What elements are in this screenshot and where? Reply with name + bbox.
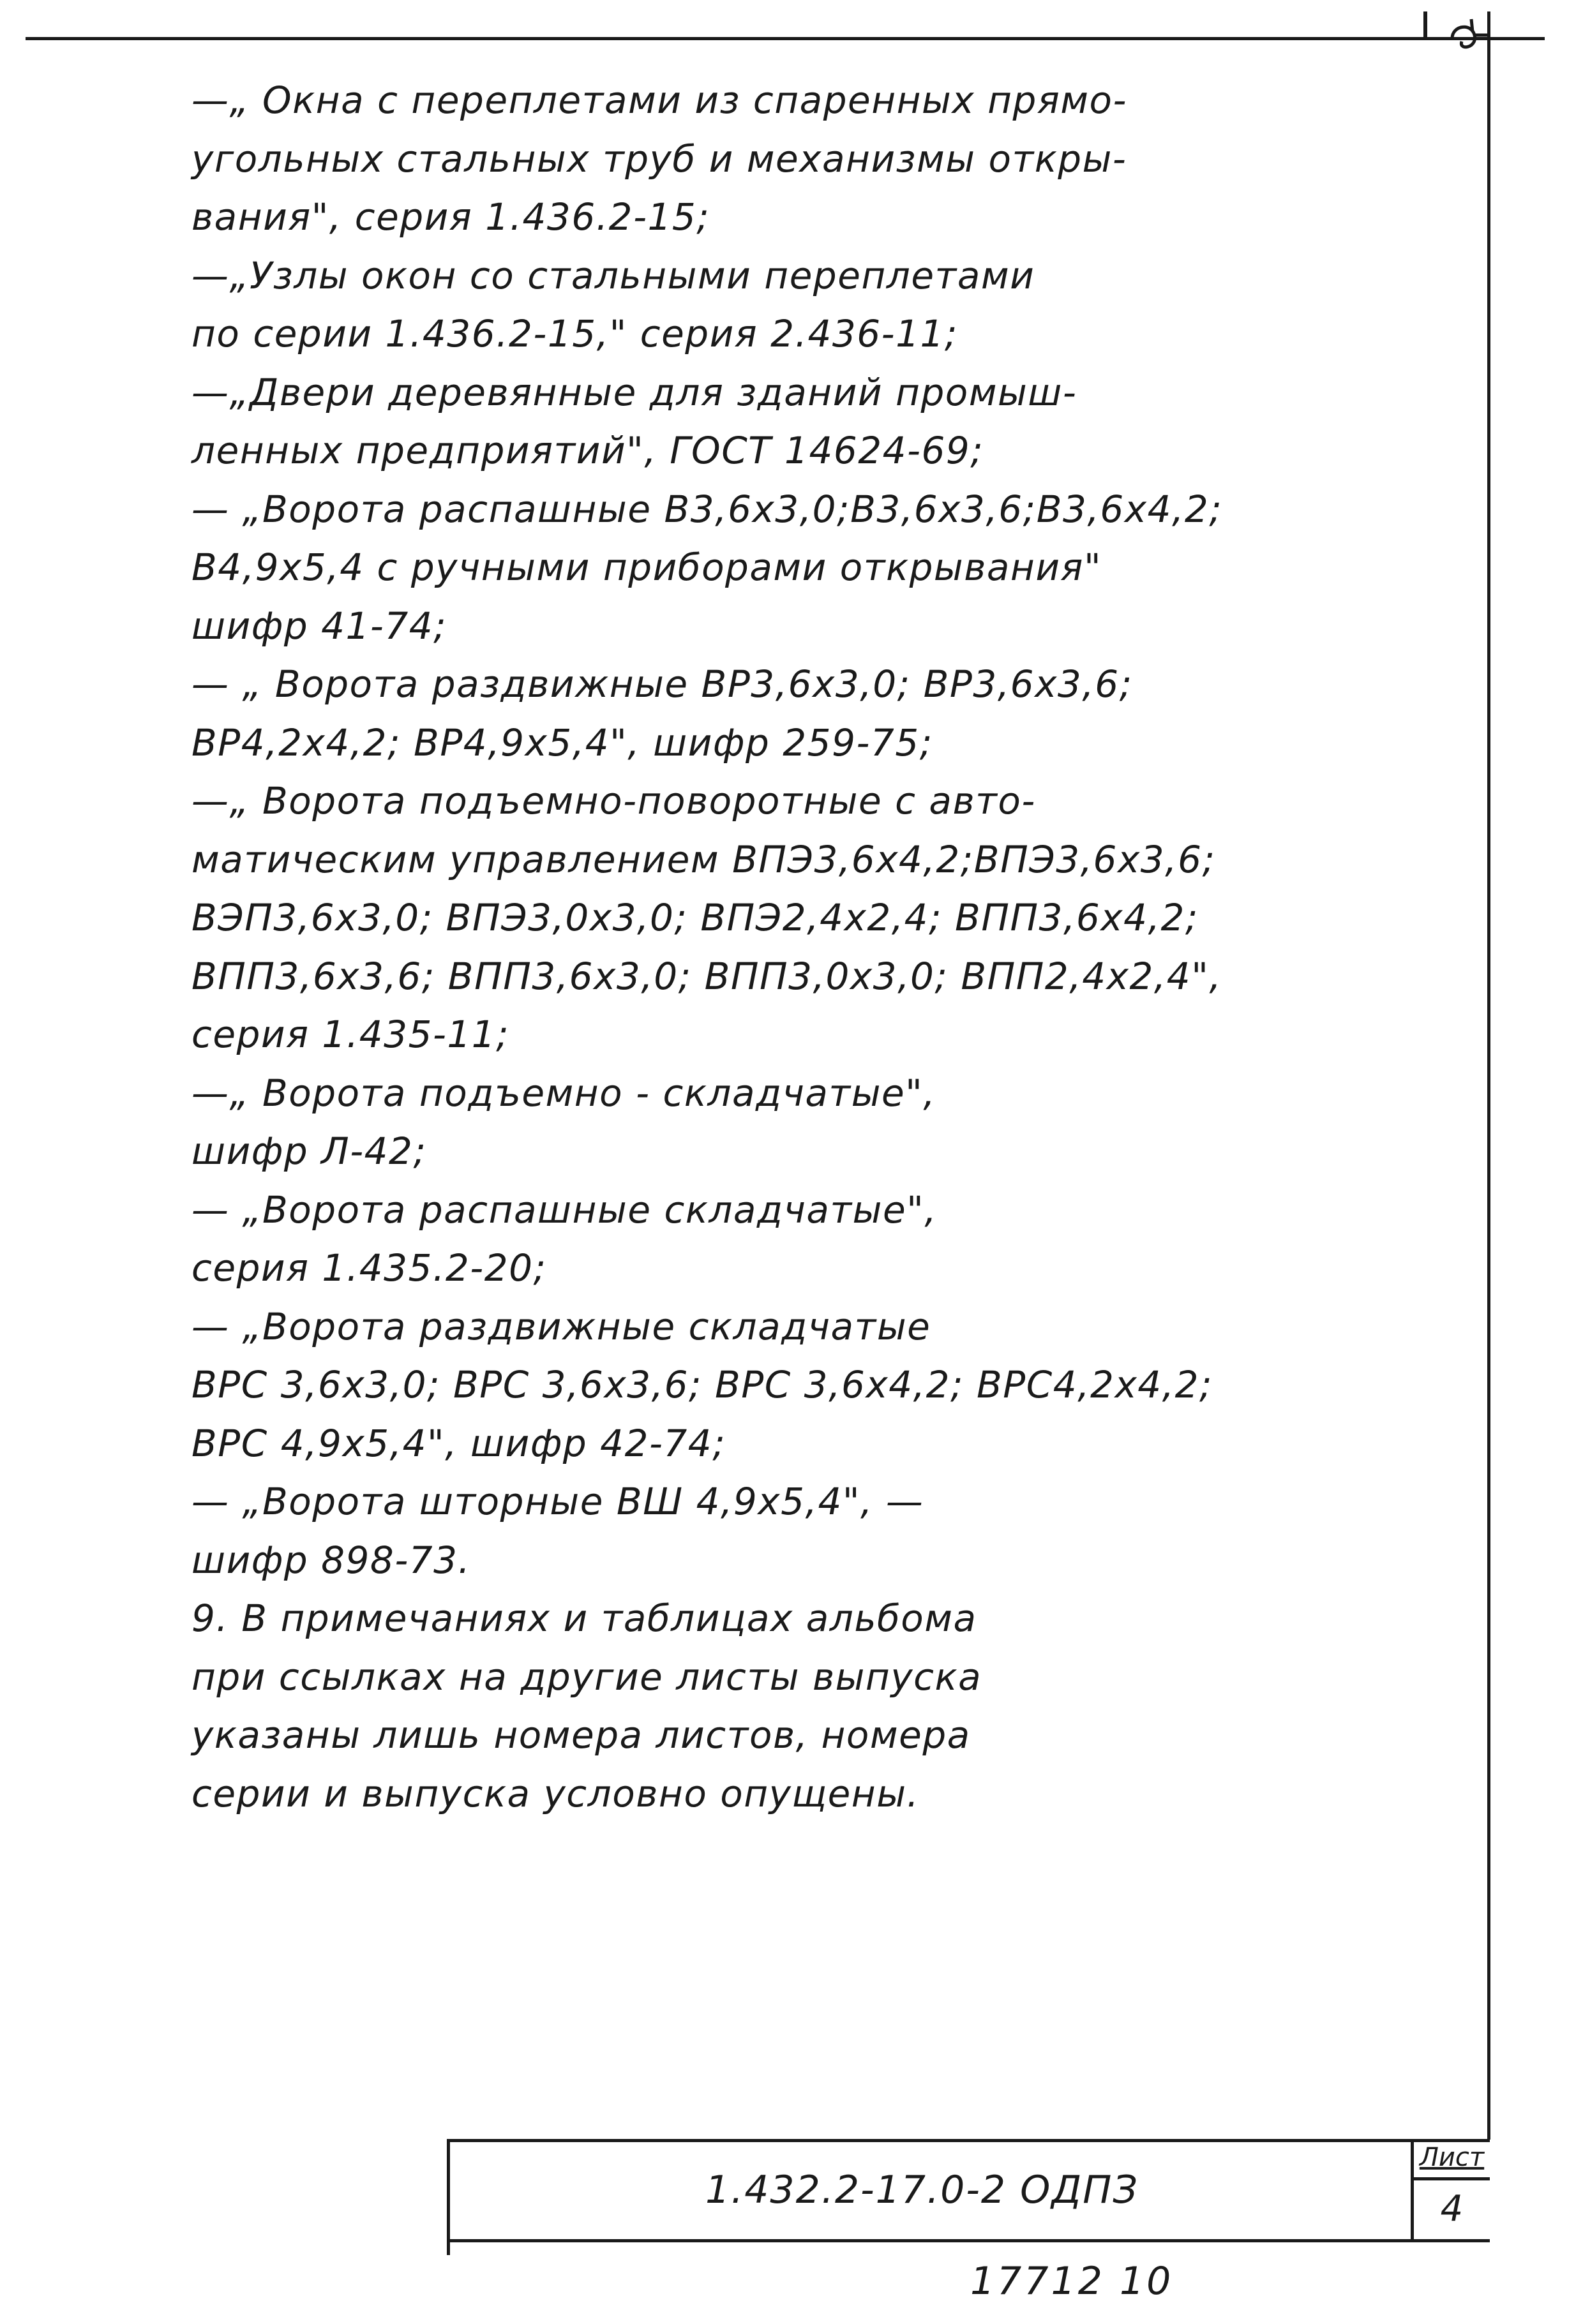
text-line: — „Ворота шторные ВШ 4,9х5,4", — (191, 1480, 924, 1523)
text-line: серия 1.435-11; (191, 1013, 510, 1056)
title-block-stub (447, 2242, 450, 2255)
frame-right-line (1487, 11, 1490, 2140)
frame-top-line (26, 37, 1545, 40)
sheet-number: 4 (1440, 2188, 1464, 2230)
text-line: —„ Ворота подъемно-поворотные с авто- (191, 779, 1036, 823)
text-line: 9. В примечаниях и таблицах альбома (191, 1597, 977, 1640)
text-line: матическим управлением ВПЭ3,6х4,2;ВПЭ3,6х3,6; (191, 837, 1216, 881)
sheet-number-box (1411, 2139, 1490, 2242)
text-line: угольных стальных труб и механизмы откры- (191, 137, 1127, 181)
text-line: — „Ворота раздвижные складчатые (191, 1304, 931, 1348)
text-line: серия 1.435.2-20; (191, 1246, 547, 1290)
text-line: — „Ворота распашные складчатые", (191, 1188, 938, 1232)
corner-mark-icon (1446, 13, 1497, 57)
text-line: — „ Ворота раздвижные ВР3,6х3,0; ВР3,6х3,6; (191, 662, 1133, 706)
text-line: —„ Ворота подъемно - складчатые", (191, 1071, 936, 1115)
title-block (447, 2139, 1490, 2242)
text-line: шифр 898-73. (191, 1538, 471, 1582)
text-line: — „Ворота распашные В3,6х3,0;В3,6х3,6;В3,6х4,2; (191, 487, 1223, 531)
text-line: ВЭП3,6х3,0; ВПЭ3,0х3,0; ВПЭ2,4х2,4; ВПП3,6х4,2; (191, 896, 1199, 939)
text-line: указаны лишь номера листов, номера (191, 1713, 971, 1757)
text-line: серии и выпуска условно опущены. (191, 1771, 920, 1815)
text-line: —„Двери деревянные для зданий промыш- (191, 370, 1077, 414)
document-body (191, 71, 1462, 1823)
archive-number: 17712 10 (970, 2259, 1174, 2304)
text-line: В4,9х5,4 с ручными приборами открывания" (191, 546, 1102, 589)
text-line: —„Узлы окон со стальными переплетами (191, 253, 1035, 297)
text-line: —„ Окна с переплетами из спаренных прямо- (191, 78, 1127, 122)
frame-top-tick (1423, 11, 1427, 38)
text-line: ВР4,2х4,2; ВР4,9х5,4", шифр 259-75; (191, 720, 933, 764)
text-line: ВПП3,6х3,6; ВПП3,6х3,0; ВПП3,0х3,0; ВПП2,4х2,4", (191, 954, 1222, 998)
sheet-label: Лист (1414, 2139, 1490, 2180)
text-line: ВРС 3,6х3,0; ВРС 3,6х3,6; ВРС 3,6х4,2; ВРС4,2х4,2; (191, 1363, 1213, 1406)
text-line: шифр Л-42; (191, 1129, 427, 1173)
text-line: при ссылках на другие листы выпуска (191, 1655, 982, 1699)
document-code: 1.432.2-17.0-2 ОДПЗ (705, 2168, 1139, 2212)
text-line: по серии 1.436.2-15," серия 2.436-11; (191, 312, 958, 355)
text-line: ленных предприятий", ГОСТ 14624-69; (191, 429, 984, 472)
text-line: шифр 41-74; (191, 604, 447, 648)
text-line: ВРС 4,9х5,4", шифр 42-74; (191, 1421, 726, 1465)
text-line: вания", серия 1.436.2-15; (191, 195, 710, 239)
